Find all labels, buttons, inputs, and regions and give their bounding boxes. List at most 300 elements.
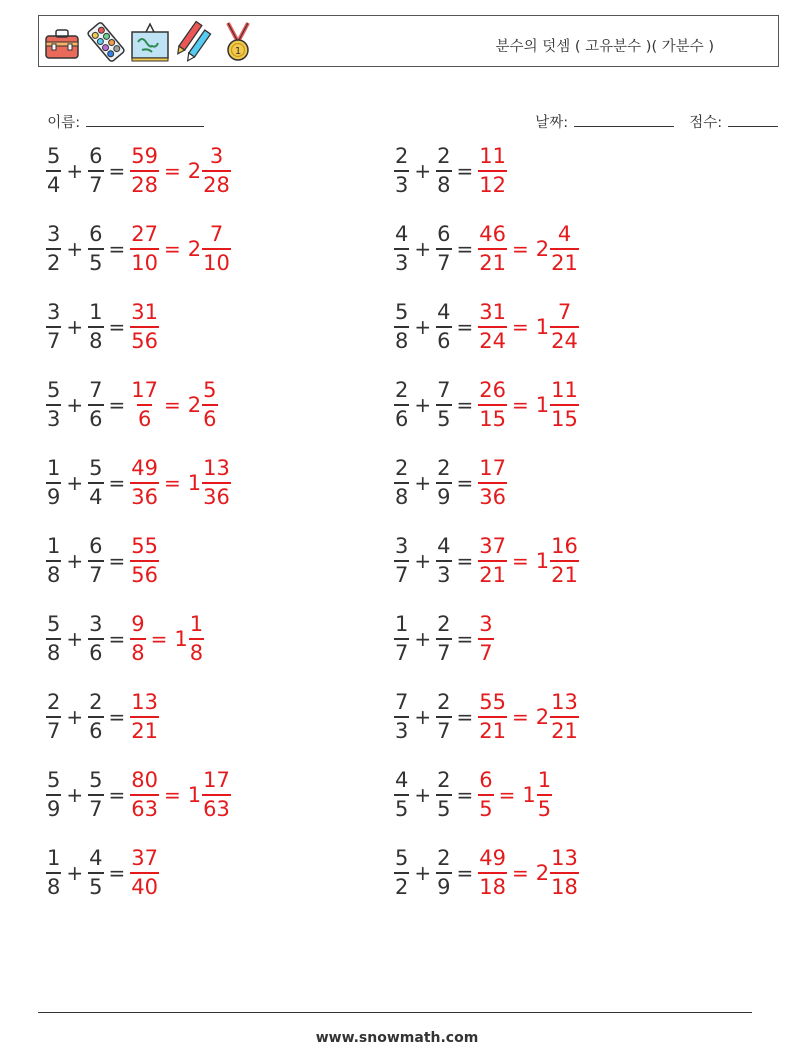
mixed-whole: 1 [522,783,536,807]
plus-sign: + [414,861,432,885]
problem-item [46,138,231,204]
problem-item [394,762,552,828]
addend-fraction-numerator: 2 [437,768,451,792]
addend-fraction-denominator: 8 [88,326,103,352]
addend-fraction [88,146,103,196]
score-blank[interactable] [728,125,778,127]
equals-sign: = [164,783,181,807]
addend-fraction-numerator: 2 [89,690,103,714]
mixed-fraction [202,224,231,274]
addend-fraction [88,458,103,508]
pencil-crayon-icon [174,20,214,64]
addend-fraction-denominator: 7 [88,794,103,820]
answer [478,146,507,196]
answer [130,848,159,898]
addend-fraction-numerator: 2 [437,846,451,870]
equals-sign: = [108,471,126,495]
addend-fraction [394,458,409,508]
addend-fraction-numerator: 6 [89,534,103,558]
worksheet-header [38,15,779,67]
problem-item [46,606,204,672]
mixed-whole: 1 [187,783,202,807]
addend-fraction-numerator: 5 [89,768,103,792]
answer-fraction [130,692,159,742]
mixed-fraction [550,848,579,898]
answer [130,302,159,352]
addend-fraction [46,224,61,274]
addend-fraction-denominator: 8 [46,560,61,586]
equals-sign: = [498,783,516,807]
addend-fraction-numerator: 1 [395,612,409,636]
addend-fraction [46,536,61,586]
addend-fraction [88,302,103,352]
addend-fraction-denominator: 5 [88,248,103,274]
addend-fraction-numerator: 5 [395,300,409,324]
mixed-fraction [550,302,579,352]
equals-sign: = [108,783,126,807]
answer-fraction-numerator: 46 [479,222,507,246]
name-blank[interactable] [86,125,204,127]
addend-fraction-numerator: 1 [89,300,103,324]
addend-fraction [436,770,451,820]
equals-sign: = [164,237,181,261]
mixed-whole: 1 [535,393,550,417]
mixed-fraction-numerator: 13 [203,456,230,480]
addend-fraction-numerator: 6 [89,222,103,246]
addend-fraction-numerator: 1 [47,456,61,480]
answer-fraction-numerator: 26 [479,378,507,402]
addend-fraction-numerator: 3 [47,300,61,324]
answer-fraction [130,380,159,430]
addend-fraction-numerator: 1 [47,534,61,558]
addend-fraction-denominator: 8 [46,872,61,898]
mixed-fraction-denominator: 8 [189,638,204,664]
addend-fraction [436,380,451,430]
addend-fraction-denominator: 7 [394,638,409,664]
answer-fraction [478,224,507,274]
answer-fraction [478,848,507,898]
addend-fraction-denominator: 9 [46,482,61,508]
equals-sign: = [108,627,126,651]
equals-sign: = [164,393,181,417]
answer-fraction-denominator: 6 [137,404,152,430]
answer-fraction-denominator: 5 [478,794,493,820]
addend-fraction [436,848,451,898]
problem-item [394,450,507,516]
answer-fraction [478,380,507,430]
plus-sign: + [66,705,84,729]
name-label: 이름: [47,115,81,131]
problem-item [46,528,159,594]
addend-fraction-numerator: 3 [395,534,409,558]
addend-fraction [436,536,451,586]
addend-fraction-numerator: 4 [395,222,409,246]
addend-fraction-denominator: 5 [394,794,409,820]
plus-sign: + [66,159,84,183]
addend-fraction-numerator: 5 [395,846,409,870]
answer-fraction [478,536,507,586]
problem-item [46,294,159,360]
answer-fraction-denominator: 40 [130,872,159,898]
addend-fraction-denominator: 8 [394,326,409,352]
answer-fraction [130,614,145,664]
mixed-whole: 2 [535,237,550,261]
plus-sign: + [66,861,84,885]
answer-fraction-numerator: 31 [131,300,159,324]
problem-item [394,294,579,360]
addend-fraction [46,848,61,898]
mixed-fraction [537,770,552,820]
addend-fraction-denominator: 9 [436,482,451,508]
mixed-whole: 1 [174,627,188,651]
addend-fraction-numerator: 6 [89,144,103,168]
addend-fraction-denominator: 8 [394,482,409,508]
equals-sign: = [108,159,126,183]
mixed-fraction-denominator: 21 [550,248,579,274]
addend-fraction-numerator: 2 [437,690,451,714]
addend-fraction-denominator: 7 [394,560,409,586]
footer-divider [38,1012,752,1013]
answer-fraction-denominator: 28 [130,170,159,196]
answer [478,848,579,898]
addend-fraction-numerator: 3 [47,222,61,246]
equals-sign: = [108,315,126,339]
addend-fraction [394,146,409,196]
addend-fraction-denominator: 2 [394,872,409,898]
problem-item [46,216,231,282]
addend-fraction-denominator: 7 [436,248,451,274]
mixed-fraction [550,536,579,586]
equals-sign: = [512,705,529,729]
answer [130,770,231,820]
mixed-fraction [202,770,231,820]
addend-fraction [394,224,409,274]
answer [478,458,507,508]
answer-fraction-denominator: 24 [478,326,507,352]
problem-item [46,762,231,828]
paint-palette-icon [86,20,126,64]
addend-fraction [394,770,409,820]
plus-sign: + [414,159,432,183]
answer-fraction-denominator: 18 [478,872,507,898]
addend-fraction-denominator: 7 [436,716,451,742]
addend-fraction-numerator: 1 [47,846,61,870]
addend-fraction-numerator: 2 [395,378,409,402]
answer-fraction-numerator: 37 [131,846,159,870]
answer-fraction-denominator: 8 [130,638,145,664]
addend-fraction [394,614,409,664]
name-field [38,95,204,132]
answer [130,146,231,196]
footer-url: www.snowmath.com [315,1030,479,1046]
plus-sign: + [66,471,84,495]
addend-fraction-numerator: 4 [437,300,451,324]
mixed-fraction-numerator: 17 [203,768,230,792]
plus-sign: + [414,549,432,573]
addend-fraction-numerator: 2 [437,612,451,636]
mixed-fraction-numerator: 4 [557,222,572,246]
problem-item [394,840,579,906]
mixed-fraction-numerator: 3 [209,144,224,168]
mixed-whole: 2 [187,237,202,261]
problem-item [394,606,494,672]
mixed-fraction [202,380,217,430]
answer [478,692,579,742]
answer-fraction-denominator: 21 [478,248,507,274]
mixed-fraction-denominator: 15 [550,404,579,430]
problem-item [394,138,507,204]
addend-fraction [46,458,61,508]
addend-fraction-denominator: 3 [46,404,61,430]
addend-fraction-denominator: 6 [88,716,103,742]
svg-text:1: 1 [234,46,242,57]
mixed-fraction-numerator: 7 [209,222,224,246]
plus-sign: + [414,783,432,807]
answer-fraction-denominator: 56 [130,560,159,586]
answer-fraction-numerator: 13 [131,690,159,714]
addend-fraction [46,302,61,352]
plus-sign: + [414,705,432,729]
addend-fraction-denominator: 8 [436,170,451,196]
answer-fraction-numerator: 17 [479,456,507,480]
answer-fraction-numerator: 11 [479,144,507,168]
addend-fraction-numerator: 5 [89,456,103,480]
answer-fraction [130,224,159,274]
addend-fraction-denominator: 7 [436,638,451,664]
addend-fraction [88,224,103,274]
plus-sign: + [414,627,432,651]
mixed-fraction-numerator: 16 [551,534,578,558]
mixed-fraction [202,458,231,508]
answer-fraction-denominator: 21 [478,560,507,586]
addend-fraction-denominator: 3 [394,248,409,274]
addend-fraction-denominator: 2 [46,248,61,274]
answer-fraction [130,458,159,508]
equals-sign: = [108,861,126,885]
addend-fraction [394,302,409,352]
mixed-fraction-numerator: 13 [551,690,578,714]
score-label: 점수: [689,115,723,131]
answer [130,536,159,586]
equals-sign: = [108,393,126,417]
answer-fraction [130,302,159,352]
medal-icon [218,20,258,64]
equals-sign: = [108,549,126,573]
equals-sign: = [456,471,474,495]
mixed-fraction-denominator: 5 [537,794,552,820]
addend-fraction-denominator: 4 [88,482,103,508]
answer-fraction [130,536,159,586]
equals-sign: = [456,315,474,339]
problem-item [46,840,159,906]
answer-fraction-denominator: 36 [478,482,507,508]
equals-sign: = [512,549,529,573]
addend-fraction-denominator: 9 [436,872,451,898]
addend-fraction-numerator: 4 [89,846,103,870]
date-blank[interactable] [574,125,674,127]
equals-sign: = [456,627,474,651]
answer-fraction [478,146,507,196]
answer-fraction [478,692,507,742]
addend-fraction-numerator: 2 [47,690,61,714]
equals-sign: = [164,471,181,495]
addend-fraction [436,302,451,352]
answer-fraction-numerator: 59 [131,144,159,168]
mixed-fraction [550,380,579,430]
addend-fraction [394,692,409,742]
answer [478,380,579,430]
date-field [526,95,674,132]
equals-sign: = [512,861,529,885]
addend-fraction [436,614,451,664]
addend-fraction-numerator: 2 [395,456,409,480]
answer [478,770,552,820]
problem-item [46,684,159,750]
answer-fraction-denominator: 21 [478,716,507,742]
equals-sign: = [108,705,126,729]
plus-sign: + [414,237,432,261]
addend-fraction-denominator: 8 [46,638,61,664]
mixed-whole: 2 [535,705,550,729]
answer-fraction [478,770,493,820]
answer-fraction-numerator: 55 [131,534,159,558]
mixed-fraction-denominator: 28 [202,170,231,196]
addend-fraction-denominator: 7 [88,170,103,196]
mixed-whole: 1 [187,471,202,495]
mixed-whole: 2 [187,393,202,417]
addend-fraction [88,536,103,586]
answer-fraction [478,302,507,352]
mixed-whole: 2 [535,861,550,885]
addend-fraction-numerator: 6 [437,222,451,246]
addend-fraction-numerator: 2 [395,144,409,168]
answer-fraction [130,848,159,898]
equals-sign: = [456,549,474,573]
mixed-fraction-numerator: 1 [189,612,204,636]
addend-fraction-numerator: 4 [437,534,451,558]
mixed-fraction-denominator: 24 [550,326,579,352]
addend-fraction [46,770,61,820]
plus-sign: + [414,471,432,495]
answer-fraction-numerator: 3 [479,612,493,636]
equals-sign: = [150,627,168,651]
answer [130,224,231,274]
addend-fraction [436,224,451,274]
addend-fraction-numerator: 4 [395,768,409,792]
answer [478,614,493,664]
answer-fraction-denominator: 63 [130,794,159,820]
addend-fraction-denominator: 7 [46,326,61,352]
equals-sign: = [456,861,474,885]
answer [130,614,204,664]
answer-fraction-numerator: 9 [131,612,145,636]
mixed-fraction-denominator: 21 [550,716,579,742]
addend-fraction-denominator: 6 [394,404,409,430]
mixed-whole: 1 [535,549,550,573]
addend-fraction-numerator: 2 [437,456,451,480]
mixed-fraction [202,146,231,196]
mixed-fraction-numerator: 5 [203,378,217,402]
problem-item [46,372,218,438]
header-icons [42,20,258,64]
mixed-fraction-numerator: 7 [557,300,572,324]
answer-fraction-denominator: 36 [130,482,159,508]
mixed-fraction-numerator: 13 [551,846,578,870]
answer-fraction-denominator: 15 [478,404,507,430]
equals-sign: = [512,237,529,261]
mixed-fraction-denominator: 21 [550,560,579,586]
mixed-fraction [189,614,204,664]
answer-fraction-numerator: 37 [479,534,507,558]
mixed-fraction-denominator: 63 [202,794,231,820]
equals-sign: = [512,315,529,339]
answer-fraction-denominator: 21 [130,716,159,742]
addend-fraction-numerator: 7 [437,378,451,402]
addend-fraction [88,614,103,664]
problem-item [394,528,579,594]
answer-fraction [478,458,507,508]
date-label: 날짜: [535,115,569,131]
answer [130,380,217,430]
plus-sign: + [66,393,84,417]
addend-fraction [88,770,103,820]
plus-sign: + [414,315,432,339]
plus-sign: + [414,393,432,417]
addend-fraction-denominator: 3 [394,716,409,742]
addend-fraction [436,146,451,196]
addend-fraction-numerator: 7 [395,690,409,714]
answer-fraction-denominator: 7 [478,638,493,664]
mixed-fraction-numerator: 1 [537,768,552,792]
answer-fraction-numerator: 17 [131,378,159,402]
addend-fraction-numerator: 7 [89,378,103,402]
addend-fraction [394,536,409,586]
answer [478,302,579,352]
mixed-fraction-numerator: 11 [551,378,578,402]
problem-item [394,372,579,438]
problem-item [394,216,579,282]
addend-fraction [394,848,409,898]
addend-fraction-numerator: 5 [47,378,61,402]
equals-sign: = [512,393,529,417]
mixed-whole: 1 [535,315,550,339]
score-field [680,95,778,132]
problem-item [46,450,231,516]
addend-fraction-denominator: 3 [436,560,451,586]
answer [478,536,579,586]
plus-sign: + [66,783,84,807]
addend-fraction [88,692,103,742]
mixed-fraction-denominator: 36 [202,482,231,508]
answer-fraction [130,146,159,196]
answer-fraction-denominator: 56 [130,326,159,352]
answer-fraction-denominator: 12 [478,170,507,196]
addend-fraction-denominator: 6 [436,326,451,352]
plus-sign: + [66,549,84,573]
equals-sign: = [456,705,474,729]
answer-fraction-numerator: 55 [479,690,507,714]
addend-fraction-numerator: 5 [47,144,61,168]
equals-sign: = [108,237,126,261]
plus-sign: + [66,627,84,651]
addend-fraction-denominator: 5 [88,872,103,898]
addend-fraction [88,380,103,430]
addend-fraction-denominator: 6 [88,404,103,430]
mixed-fraction-denominator: 18 [550,872,579,898]
map-board-icon [130,20,170,64]
equals-sign: = [456,393,474,417]
briefcase-icon [42,20,82,64]
